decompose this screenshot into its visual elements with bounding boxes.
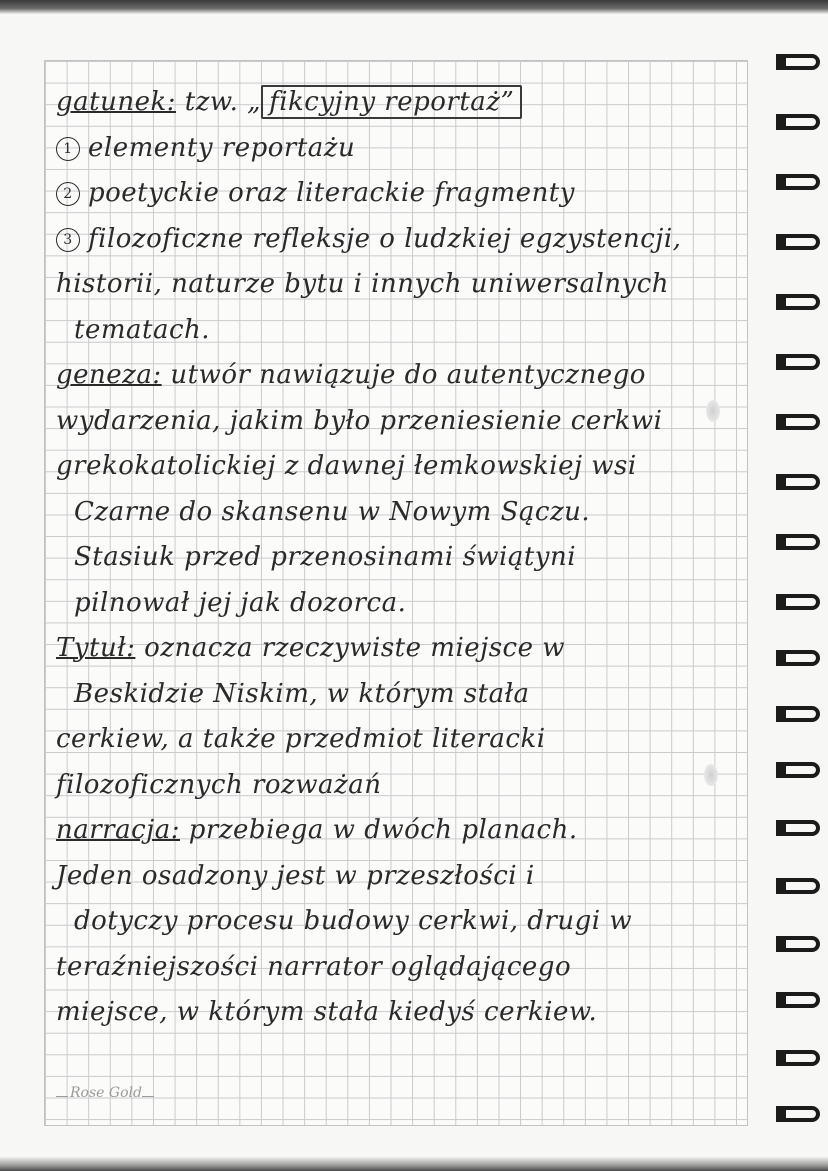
spiral-coil	[776, 876, 824, 898]
note-line-item-3	[56, 217, 746, 263]
note-line: Jeden osadzony jest w przeszłości i	[56, 860, 535, 891]
tytul-text: oznacza rzeczywiste miejsce w	[135, 633, 566, 663]
note-line: pilnował jej jak dozorca.	[74, 587, 407, 618]
spiral-coil	[776, 1048, 824, 1070]
spiral-coil	[776, 532, 824, 554]
geneza-text: utwór nawiązuje do autentycznego	[161, 360, 646, 390]
label-gatunek: gatunek:	[56, 87, 176, 117]
spiral-coil	[776, 292, 824, 314]
note-line: Stasiuk przed przenosinami świątyni	[74, 542, 577, 572]
note-line-item-1	[56, 126, 746, 172]
brand-rule-right	[142, 1096, 154, 1097]
note-line-tytul	[56, 626, 746, 672]
narracja-text: przebiega w dwóch planach.	[180, 815, 578, 845]
genre-boxed-term: fikcyjny reportaż”	[261, 85, 522, 119]
note-line: Czarne do skansenu w Nowym Sączu.	[74, 496, 591, 527]
note-line: cerkiew, a także przedmiot literacki	[56, 724, 546, 754]
genre-prefix: tzw. „	[175, 87, 262, 117]
spiral-coil	[776, 112, 824, 134]
item-2-text: poetyckie oraz literackie fragmenty	[88, 178, 575, 208]
item-1-text: elementy reportażu	[88, 132, 356, 163]
spiral-coil	[776, 52, 824, 74]
note-line: historii, naturze bytu i innych uniwersalnych	[56, 269, 670, 299]
note-line: tematach.	[74, 314, 211, 345]
spiral-coil	[776, 648, 824, 670]
note-line-narracja	[56, 808, 746, 854]
note-line-genre	[56, 80, 746, 126]
spiral-coil	[776, 704, 824, 726]
label-geneza: geneza:	[56, 360, 162, 390]
spiral-coil	[776, 232, 824, 254]
circled-number-3: 3	[56, 228, 80, 252]
page-top-edge	[0, 0, 828, 14]
spiral-coil	[776, 592, 824, 614]
item-3-text: filozoficzne refleksje o ludzkiej egzystencji,	[88, 223, 682, 254]
label-tytul: Tytuł:	[56, 633, 136, 663]
circled-number-1: 1	[56, 137, 80, 161]
circled-number-2: 2	[56, 182, 80, 206]
spiral-coil	[776, 1104, 824, 1126]
note-line: wydarzenia, jakim było przeniesienie cerkwi	[56, 405, 663, 436]
spiral-coil	[776, 412, 824, 434]
note-line-item-2	[56, 171, 746, 217]
note-line: dotyczy procesu budowy cerkwi, drugi w	[74, 906, 633, 936]
label-narracja: narracja:	[56, 815, 180, 845]
spiral-coil	[776, 934, 824, 956]
note-line: grekokatolickiej z dawnej łemkowskiej wsi	[56, 451, 637, 481]
handwritten-notes	[56, 80, 746, 1036]
spiral-coil	[776, 990, 824, 1012]
spiral-coil	[776, 472, 824, 494]
note-line-geneza	[56, 353, 746, 399]
spiral-coil	[776, 760, 824, 782]
brand-logo: Rose Gold	[70, 1085, 142, 1101]
spiral-coil	[776, 352, 824, 374]
spiral-coil	[776, 818, 824, 840]
brand-rule-left	[56, 1096, 68, 1097]
note-line: filozoficznych rozważań	[56, 769, 382, 800]
note-line: miejsce, w którym stała kiedyś cerkiew.	[56, 997, 598, 1027]
note-line: Beskidzie Niskim, w którym stała	[74, 678, 530, 709]
spiral-coil	[776, 172, 824, 194]
note-line: teraźniejszości narrator oglądającego	[56, 951, 572, 982]
page-bottom-edge	[0, 1157, 828, 1171]
